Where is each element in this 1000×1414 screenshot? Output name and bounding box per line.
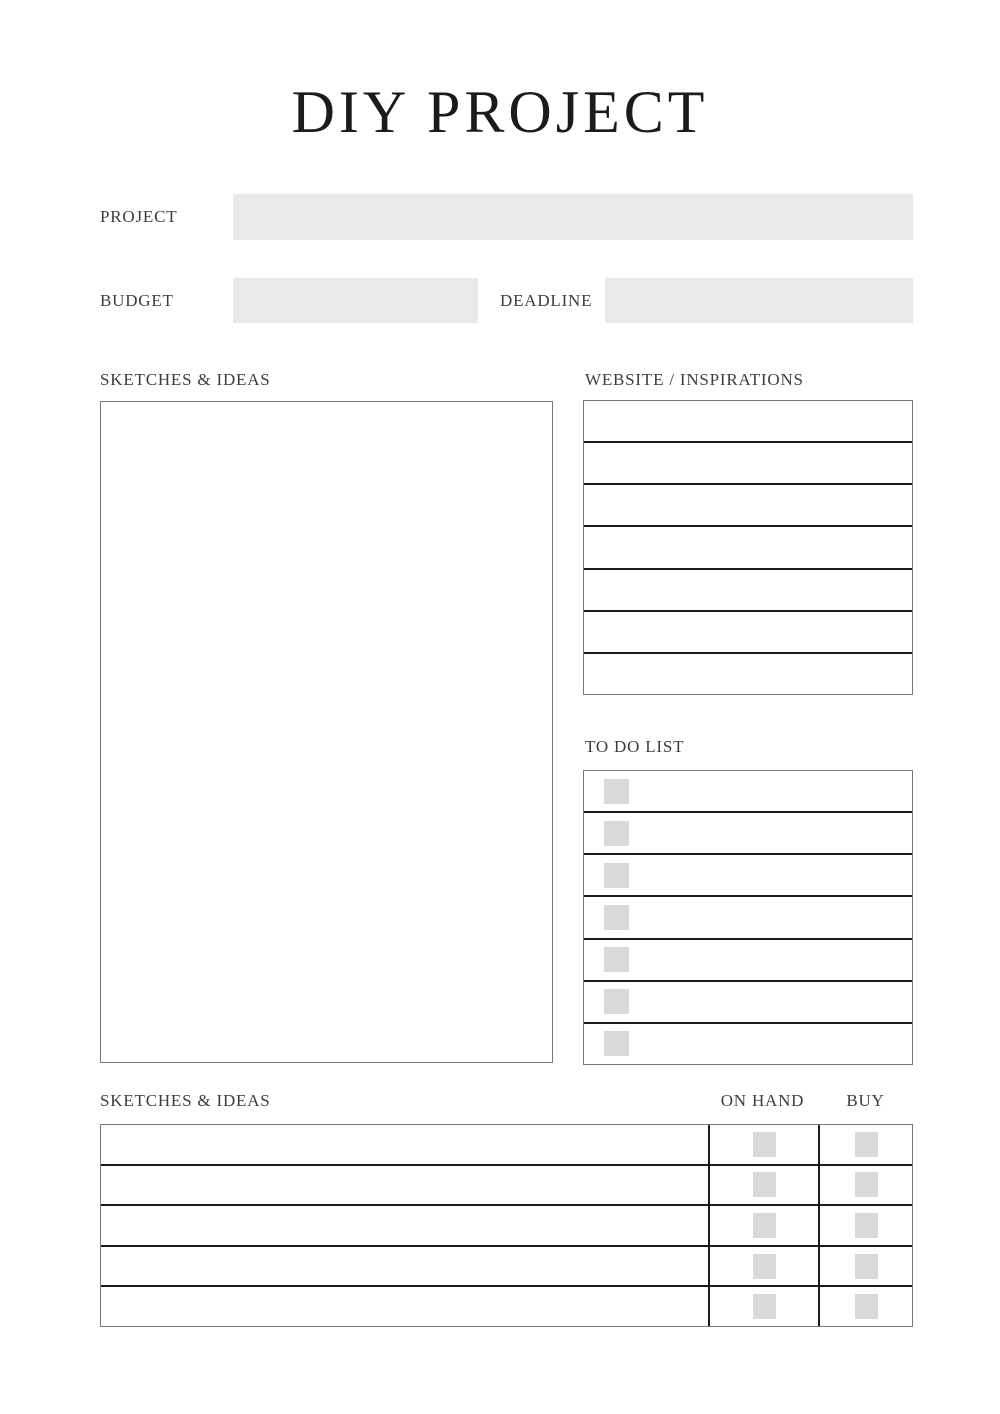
materials-table — [100, 1124, 913, 1327]
todo-checkbox[interactable] — [604, 779, 629, 804]
buy-cell — [818, 1125, 912, 1164]
buy-checkbox[interactable] — [855, 1213, 878, 1238]
deadline-label: DEADLINE — [500, 290, 593, 310]
budget-label: BUDGET — [100, 290, 174, 310]
on-hand-column-header: ON HAND — [720, 1091, 805, 1110]
website-line[interactable] — [584, 527, 912, 569]
todo-item-row[interactable] — [584, 982, 912, 1024]
todo-item-row[interactable] — [584, 855, 912, 897]
on-hand-checkbox[interactable] — [753, 1294, 776, 1319]
on-hand-checkbox[interactable] — [753, 1213, 776, 1238]
sketches-canvas[interactable] — [100, 401, 553, 1063]
buy-checkbox[interactable] — [855, 1254, 878, 1279]
material-row — [101, 1166, 912, 1207]
todo-checkbox[interactable] — [604, 905, 629, 930]
material-name-cell[interactable] — [101, 1166, 708, 1205]
on-hand-cell — [708, 1125, 818, 1164]
buy-checkbox[interactable] — [855, 1294, 878, 1319]
on-hand-checkbox[interactable] — [753, 1254, 776, 1279]
websites-section-title: WEBSITE / INSPIRATIONS — [585, 370, 804, 389]
project-input[interactable] — [233, 194, 913, 240]
on-hand-checkbox[interactable] — [753, 1132, 776, 1157]
project-label: PROJECT — [100, 207, 178, 226]
todo-checkbox[interactable] — [604, 989, 629, 1014]
material-row — [101, 1125, 912, 1166]
website-line[interactable] — [584, 570, 912, 612]
sketches-section-title: SKETCHES & IDEAS — [100, 370, 271, 389]
on-hand-checkbox[interactable] — [753, 1172, 776, 1197]
on-hand-cell — [708, 1166, 818, 1205]
todo-checkbox[interactable] — [604, 1031, 629, 1056]
buy-cell — [818, 1247, 912, 1286]
buy-cell — [818, 1166, 912, 1205]
material-name-cell[interactable] — [101, 1247, 708, 1286]
buy-checkbox[interactable] — [855, 1132, 878, 1157]
on-hand-cell — [708, 1206, 818, 1245]
website-line[interactable] — [584, 401, 912, 443]
buy-cell — [818, 1287, 912, 1326]
material-row — [101, 1206, 912, 1247]
website-line[interactable] — [584, 654, 912, 694]
material-row — [101, 1287, 912, 1326]
todo-checkbox[interactable] — [604, 821, 629, 846]
todo-item-row[interactable] — [584, 813, 912, 855]
material-name-cell[interactable] — [101, 1287, 708, 1326]
website-line[interactable] — [584, 443, 912, 485]
buy-checkbox[interactable] — [855, 1172, 878, 1197]
todo-checkbox[interactable] — [604, 947, 629, 972]
on-hand-cell — [708, 1247, 818, 1286]
todo-checkbox[interactable] — [604, 863, 629, 888]
deadline-input[interactable] — [605, 278, 913, 323]
page-title: DIY PROJECT — [291, 79, 709, 145]
website-line[interactable] — [584, 485, 912, 527]
todo-item-row[interactable] — [584, 897, 912, 939]
budget-input[interactable] — [233, 278, 478, 323]
material-name-cell[interactable] — [101, 1125, 708, 1164]
todo-item-row[interactable] — [584, 940, 912, 982]
buy-column-header: BUY — [846, 1091, 885, 1110]
websites-list — [583, 400, 913, 695]
website-line[interactable] — [584, 612, 912, 654]
todo-list — [583, 770, 913, 1065]
todo-section-title: TO DO LIST — [585, 737, 685, 756]
material-name-cell[interactable] — [101, 1206, 708, 1245]
material-row — [101, 1247, 912, 1288]
todo-item-row[interactable] — [584, 771, 912, 813]
materials-section-title: SKETCHES & IDEAS — [100, 1091, 271, 1110]
todo-item-row[interactable] — [584, 1024, 912, 1064]
buy-cell — [818, 1206, 912, 1245]
on-hand-cell — [708, 1287, 818, 1326]
